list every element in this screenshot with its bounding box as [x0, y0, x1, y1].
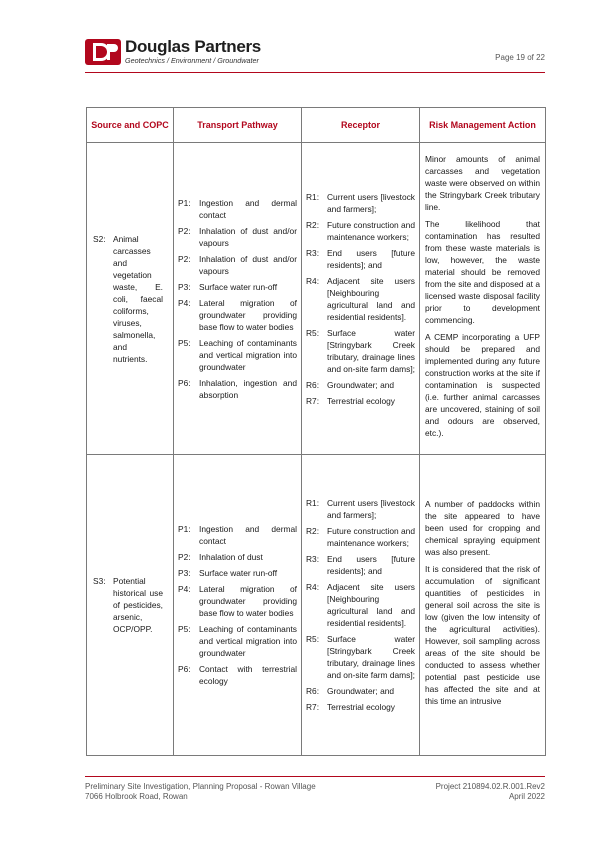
item-code: R3: [306, 247, 320, 258]
list-item [306, 553, 415, 577]
item-code: P2: [178, 225, 191, 236]
item-code: R5: [306, 634, 320, 644]
footer-address: 7066 Holbrook Road, Rowan [85, 792, 188, 801]
list-item [306, 219, 415, 243]
footer-divider [85, 776, 545, 777]
item-code: P4: [178, 584, 191, 594]
action-paragraph: Minor amounts of animal carcasses and vegetation waste were observed on within the Stringybark Creek tributary line. [425, 154, 540, 212]
item-code: R1: [306, 498, 320, 508]
item-text: Surface water run-off [199, 281, 278, 292]
table-row [87, 143, 546, 455]
header-receptor: Receptor [302, 108, 420, 143]
item-code: P5: [178, 624, 191, 634]
receptor-cell [302, 143, 420, 455]
item-code: P1: [178, 197, 191, 208]
list-item [178, 377, 297, 401]
list-item [178, 253, 297, 277]
dp-logo-icon [85, 39, 121, 65]
action-cell [420, 143, 546, 455]
receptor-cell [302, 455, 420, 756]
item-text: Surface water [Stringybark Creek tributary, drainage lines and on-site farm dams]; [327, 327, 415, 374]
item-text: Terrestrial ecology [327, 395, 395, 406]
item-text: Ingestion and dermal contact [199, 197, 297, 220]
item-code: R6: [306, 686, 320, 696]
list-item [306, 497, 415, 521]
list-item [178, 281, 297, 293]
list-item [306, 581, 415, 629]
pathway-cell [174, 143, 302, 455]
action-paragraph: A number of paddocks within the site appeared to have been used for cropping and chemical spraying equipment was also present. [425, 499, 540, 557]
item-code: R1: [306, 191, 320, 202]
source-text: Potential historical use of pesticides, arsenic, OCP/OPP. [113, 576, 163, 634]
item-text: Terrestrial ecology [327, 702, 395, 712]
list-item [306, 247, 415, 271]
item-text: Groundwater; and [327, 686, 395, 696]
item-text: Ingestion and dermal contact [199, 524, 297, 546]
item-text: Future construction and maintenance workers; [327, 219, 415, 242]
list-item [178, 567, 297, 579]
action-paragraph: A CEMP incorporating a UFP should be prepared and implemented during any future construction works at the site if contamination is suspected (i.e. further animal carcasses are uncovered, staining of soil and odours are observed, etc.). [425, 332, 540, 438]
item-text: Surface water run-off [199, 568, 278, 578]
header-action: Risk Management Action [420, 108, 546, 143]
item-code: P1: [178, 524, 191, 534]
item-text: Inhalation of dust and/or vapours [199, 225, 297, 248]
item-text: Leaching of contaminants and vertical migration into groundwater [199, 337, 297, 372]
item-text: Surface water [Stringybark Creek tributary, drainage lines and on-site farm dams]; [327, 634, 415, 680]
brand-tagline: Geotechnics / Environment / Groundwater [125, 56, 259, 65]
table-header-row [87, 108, 546, 143]
list-item [306, 395, 415, 407]
company-logo [85, 37, 285, 67]
page-header [85, 37, 545, 67]
item-code: R5: [306, 327, 320, 338]
item-text: End users [future residents]; and [327, 247, 415, 270]
item-text: Leaching of contaminants and vertical migration into groundwater [199, 624, 297, 658]
brand-name: Douglas Partners [125, 37, 261, 56]
list-item [178, 297, 297, 333]
item-code: P3: [178, 568, 191, 578]
item-text: Current users [livestock and farmers]; [327, 191, 415, 214]
item-code: R7: [306, 702, 320, 712]
footer-date: April 2022 [508, 792, 545, 801]
item-code: R2: [306, 219, 320, 230]
item-text: Lateral migration of groundwater providing base flow to water bodies [199, 297, 297, 332]
item-text: Adjacent site users [Neighbouring agricultural land and residential residents]. [327, 275, 415, 322]
item-text: Future construction and maintenance workers; [327, 526, 415, 548]
action-paragraph: The likelihood that contamination has resulted from these waste materials is low, however, the waste material should be removed from the site and disposed at a licensed waste disposal facility prior to development commencing. [425, 219, 540, 325]
header-pathway: Transport Pathway [174, 108, 302, 143]
item-code: R4: [306, 582, 320, 592]
header-source: Source and COPC [87, 108, 174, 143]
action-cell [420, 455, 546, 756]
item-text: Inhalation of dust [199, 552, 263, 562]
item-code: R4: [306, 275, 320, 286]
source-text: Animal carcasses and vegetation waste, E. coli, faecal coliforms, viruses, salmonella, and nutrients. [113, 233, 163, 364]
pathway-cell [174, 455, 302, 756]
item-code: R6: [306, 379, 320, 390]
footer-project-title: Preliminary Site Investigation, Planning Proposal - Rowan Village [85, 782, 316, 791]
footer-project-number: Project 210894.02.R.001.Rev2 [435, 782, 545, 791]
list-item [306, 633, 415, 681]
list-item [306, 525, 415, 549]
source-code: S3: [93, 576, 106, 586]
item-text: Groundwater; and [327, 379, 395, 390]
list-item [306, 327, 415, 375]
action-paragraph: It is considered that the risk of accumulation of significant quantities of pesticides in general soil across the site is low (given the low intensity of the agricultural activities). However, soil sampling across areas of the site should be conducted to assess whether potential past pesticide use has affected the site and at this time an intrusive [425, 564, 540, 706]
list-item [178, 197, 297, 221]
item-code: R3: [306, 554, 320, 564]
page-number: Page 19 of 22 [495, 53, 545, 62]
item-code: P6: [178, 664, 191, 674]
table-row [87, 455, 546, 756]
item-code: P3: [178, 281, 191, 292]
item-text: Contact with terrestrial ecology [199, 664, 297, 686]
item-text: Inhalation of dust and/or vapours [199, 253, 297, 276]
list-item [178, 551, 297, 563]
list-item [178, 663, 297, 687]
source-cell [87, 455, 174, 756]
item-code: P2: [178, 253, 191, 264]
item-code: P2: [178, 552, 191, 562]
item-text: Lateral migration of groundwater providing base flow to water bodies [199, 584, 297, 618]
item-code: R7: [306, 395, 320, 406]
item-text: Inhalation, ingestion and absorption [199, 377, 297, 400]
item-code: P6: [178, 377, 191, 388]
list-item [306, 191, 415, 215]
source-code: S2: [93, 233, 106, 244]
list-item [178, 225, 297, 249]
item-code: P4: [178, 297, 191, 308]
list-item [306, 701, 415, 713]
source-cell [87, 143, 174, 455]
list-item [178, 523, 297, 547]
list-item [178, 337, 297, 373]
item-text: End users [future residents]; and [327, 554, 415, 576]
item-code: R2: [306, 526, 320, 536]
list-item [306, 275, 415, 323]
list-item [178, 623, 297, 659]
risk-table [86, 107, 546, 756]
list-item [178, 583, 297, 619]
list-item [306, 379, 415, 391]
item-text: Current users [livestock and farmers]; [327, 498, 415, 520]
list-item [306, 685, 415, 697]
header-divider [85, 72, 545, 73]
item-code: P5: [178, 337, 191, 348]
item-text: Adjacent site users [Neighbouring agricultural land and residential residents]. [327, 582, 415, 628]
